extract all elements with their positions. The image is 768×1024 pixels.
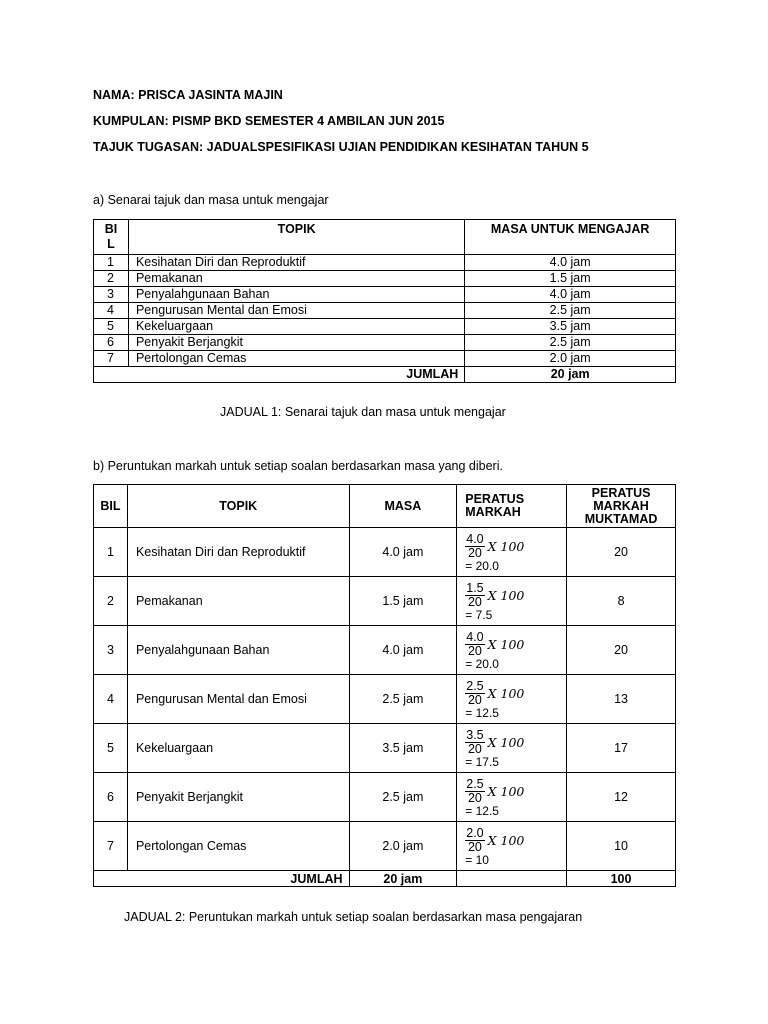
row-final-mark: 10 xyxy=(567,822,676,871)
row-final-mark: 13 xyxy=(567,675,676,724)
fraction-expression xyxy=(465,827,566,854)
fraction-numerator: 2.0 xyxy=(466,825,484,840)
total-value: 20 jam xyxy=(465,367,676,383)
section-b-label: b) Peruntukan markah untuk setiap soalan berdasarkan masa yang diberi. xyxy=(93,459,503,473)
row-bil: 6 xyxy=(94,773,128,822)
row-final-mark: 12 xyxy=(567,773,676,822)
row-bil: 5 xyxy=(94,724,128,773)
row-bil: 2 xyxy=(94,271,129,287)
row-bil: 6 xyxy=(94,335,129,351)
row-bil: 7 xyxy=(94,822,128,871)
row-topik: Pemakanan xyxy=(127,577,349,626)
row-bil: 4 xyxy=(94,303,129,319)
row-bil: 2 xyxy=(94,577,128,626)
row-bil: 5 xyxy=(94,319,129,335)
row-topik: Penyalahgunaan Bahan xyxy=(127,626,349,675)
fraction-numerator: 4.0 xyxy=(466,531,484,546)
row-percentage-calc xyxy=(457,528,567,577)
row-topik: Penyakit Berjangkit xyxy=(127,773,349,822)
col-header-peratus: PERATUS MARKAH xyxy=(457,485,567,528)
fraction xyxy=(465,533,484,560)
fraction-denominator: 20 xyxy=(467,594,482,609)
row-masa: 3.5 jam xyxy=(465,319,676,335)
row-percentage-calc xyxy=(457,822,567,871)
table-row xyxy=(94,303,676,319)
fraction xyxy=(465,631,484,658)
row-topik: Pertolongan Cemas xyxy=(128,351,464,367)
fraction xyxy=(465,680,484,707)
row-final-mark: 20 xyxy=(567,626,676,675)
col-header-muktamad: PERATUS MARKAH MUKTAMAD xyxy=(567,485,676,528)
total-peratus-empty xyxy=(457,871,567,887)
row-masa: 2.0 jam xyxy=(465,351,676,367)
row-percentage-calc xyxy=(457,773,567,822)
total-label: JUMLAH xyxy=(94,871,350,887)
fraction-denominator: 20 xyxy=(467,643,482,658)
col-header-bil xyxy=(94,220,129,255)
fraction-denominator: 20 xyxy=(467,545,482,560)
row-masa: 1.5 jam xyxy=(349,577,457,626)
fraction-denominator: 20 xyxy=(467,741,482,756)
fraction-numerator: 2.5 xyxy=(466,776,484,791)
total-final: 100 xyxy=(567,871,676,887)
fraction-expression xyxy=(465,778,566,805)
fraction-expression xyxy=(465,631,566,658)
row-final-mark: 17 xyxy=(567,724,676,773)
student-name: NAMA: PRISCA JASINTA MAJIN xyxy=(93,88,283,102)
multiplier: X 100 xyxy=(487,587,525,603)
fraction-expression xyxy=(465,729,566,756)
fraction-denominator: 20 xyxy=(467,790,482,805)
row-percentage-calc xyxy=(457,626,567,675)
row-final-mark: 20 xyxy=(567,528,676,577)
row-bil: 3 xyxy=(94,626,128,675)
row-topik: Pemakanan xyxy=(128,271,464,287)
fraction-expression xyxy=(465,533,566,560)
fraction-denominator: 20 xyxy=(467,839,482,854)
table-topics-time xyxy=(93,219,676,383)
table-row xyxy=(94,822,676,871)
total-label: JUMLAH xyxy=(94,367,465,383)
calc-result: = 17.5 xyxy=(465,754,499,769)
fraction-expression xyxy=(465,680,566,707)
table-row xyxy=(94,626,676,675)
row-topik: Penyakit Berjangkit xyxy=(128,335,464,351)
row-bil: 4 xyxy=(94,675,128,724)
fraction-denominator: 20 xyxy=(467,692,482,707)
bil-header-part1: BI xyxy=(104,222,118,236)
row-bil: 1 xyxy=(94,255,129,271)
row-topik: Penyalahgunaan Bahan xyxy=(128,287,464,303)
table-2-caption: JADUAL 2: Peruntukan markah untuk setiap soalan berdasarkan masa pengajaran xyxy=(124,910,583,924)
total-masa: 20 jam xyxy=(349,871,457,887)
row-masa: 4.0 jam xyxy=(465,255,676,271)
col-header-masa: MASA UNTUK MENGAJAR xyxy=(465,220,676,255)
row-topik: Pertolongan Cemas xyxy=(127,822,349,871)
group-info: KUMPULAN: PISMP BKD SEMESTER 4 AMBILAN JUN 2015 xyxy=(93,114,445,128)
row-masa: 2.5 jam xyxy=(465,303,676,319)
multiplier: X 100 xyxy=(487,685,525,701)
row-bil: 1 xyxy=(94,528,128,577)
table-row xyxy=(94,724,676,773)
table-row xyxy=(94,287,676,303)
row-masa: 1.5 jam xyxy=(465,271,676,287)
row-masa: 4.0 jam xyxy=(349,626,457,675)
table-row xyxy=(94,528,676,577)
fraction-expression xyxy=(465,582,566,609)
row-topik: Pengurusan Mental dan Emosi xyxy=(128,303,464,319)
row-bil: 3 xyxy=(94,287,129,303)
table-row xyxy=(94,675,676,724)
calc-result: = 20.0 xyxy=(465,656,499,671)
calc-result: = 12.5 xyxy=(465,803,499,818)
row-topik: Kesihatan Diri dan Reproduktif xyxy=(127,528,349,577)
row-final-mark: 8 xyxy=(567,577,676,626)
table-1-caption: JADUAL 1: Senarai tajuk dan masa untuk mengajar xyxy=(220,405,506,419)
row-masa: 2.0 jam xyxy=(349,822,457,871)
fraction xyxy=(465,729,484,756)
table-row xyxy=(94,773,676,822)
row-percentage-calc xyxy=(457,724,567,773)
fraction xyxy=(465,582,484,609)
fraction xyxy=(465,827,484,854)
row-masa: 4.0 jam xyxy=(465,287,676,303)
bil-header-part2: L xyxy=(107,237,115,251)
row-masa: 2.5 jam xyxy=(465,335,676,351)
calc-result: = 12.5 xyxy=(465,705,499,720)
fraction-numerator: 2.5 xyxy=(466,678,484,693)
multiplier: X 100 xyxy=(487,734,525,750)
assignment-title: TAJUK TUGASAN: JADUALSPESIFIKASI UJIAN PENDIDIKAN KESIHATAN TAHUN 5 xyxy=(93,140,589,154)
fraction-numerator: 4.0 xyxy=(466,629,484,644)
row-bil: 7 xyxy=(94,351,129,367)
col-header-bil: BIL xyxy=(94,485,128,528)
row-topik: Kekeluargaan xyxy=(128,319,464,335)
row-topik: Kesihatan Diri dan Reproduktif xyxy=(128,255,464,271)
multiplier: X 100 xyxy=(487,783,525,799)
section-a-label: a) Senarai tajuk dan masa untuk mengajar xyxy=(93,193,329,207)
multiplier: X 100 xyxy=(487,538,525,554)
row-masa: 2.5 jam xyxy=(349,773,457,822)
row-percentage-calc xyxy=(457,675,567,724)
table-row xyxy=(94,271,676,287)
row-masa: 3.5 jam xyxy=(349,724,457,773)
table-marks-allocation xyxy=(93,484,676,887)
calc-result: = 10 xyxy=(465,852,489,867)
fraction-numerator: 3.5 xyxy=(466,727,484,742)
table-row xyxy=(94,319,676,335)
table-row xyxy=(94,577,676,626)
calc-result: = 20.0 xyxy=(465,558,499,573)
table-row xyxy=(94,335,676,351)
fraction xyxy=(465,778,484,805)
calc-result: = 7.5 xyxy=(465,607,493,622)
col-header-masa: MASA xyxy=(349,485,457,528)
row-topik: Pengurusan Mental dan Emosi xyxy=(127,675,349,724)
col-header-topik: TOPIK xyxy=(127,485,349,528)
col-header-topik: TOPIK xyxy=(128,220,464,255)
multiplier: X 100 xyxy=(487,832,525,848)
table-row xyxy=(94,255,676,271)
row-masa: 2.5 jam xyxy=(349,675,457,724)
multiplier: X 100 xyxy=(487,636,525,652)
row-percentage-calc xyxy=(457,577,567,626)
row-masa: 4.0 jam xyxy=(349,528,457,577)
row-topik: Kekeluargaan xyxy=(127,724,349,773)
table-row xyxy=(94,351,676,367)
fraction-numerator: 1.5 xyxy=(466,580,484,595)
